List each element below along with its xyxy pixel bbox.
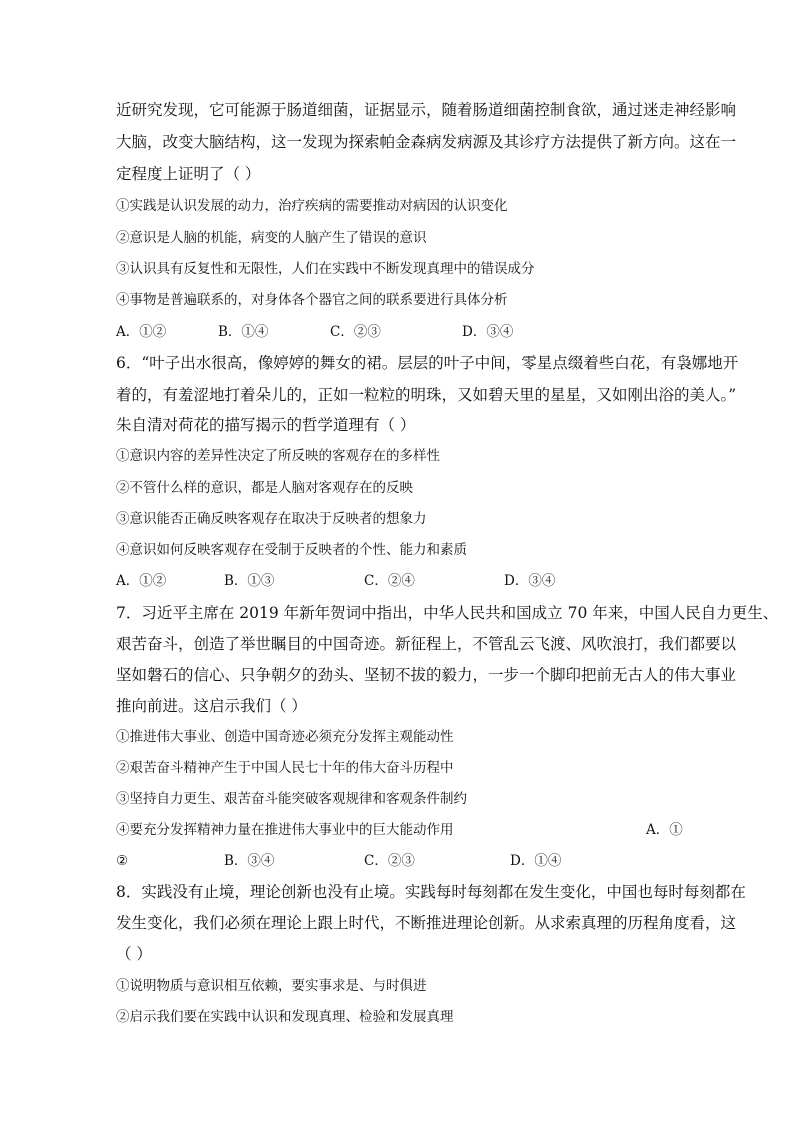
- q6-item-3: ③意识能否正确反映客观存在取决于反映者的想象力: [116, 511, 427, 527]
- q6-item-2: ②不管什么样的意识，都是人脑对客观存在的反映: [116, 480, 413, 496]
- q5-stem-line-1: 近研究发现，它可能源于肠道细菌，证据显示，随着肠道细菌控制食欲，通过迷走神经影响: [116, 101, 737, 119]
- q7-option-c[interactable]: C．②③: [364, 853, 415, 869]
- q7-option-b[interactable]: B．③④: [224, 853, 275, 869]
- q7-stem-line-2: 艰苦奋斗，创造了举世瞩目的中国奇迹。新征程上，不管乱云飞渡、风吹浪打，我们都要以: [116, 635, 737, 653]
- q5-item-2: ②意识是人脑的机能，病变的人脑产生了错误的意识: [116, 230, 427, 246]
- q5-stem-line-2: 大脑，改变大脑结构，这一发现为探索帕金森病发病源及其诊疗方法提供了新方向。这在一: [116, 133, 737, 151]
- q5-option-a[interactable]: A．①②: [116, 324, 167, 340]
- q6-option-d[interactable]: D．③④: [504, 573, 556, 589]
- q7-option-a-start[interactable]: A．①: [646, 822, 683, 838]
- q6-stem-line-1: 6．“叶子出水很高，像婷婷的舞女的裙。层层的叶子中间，零星点缀着些白花，有袅娜地开: [116, 354, 739, 372]
- q7-item-4: ④要充分发挥精神力量在推进伟大事业中的巨大能动作用: [116, 822, 454, 838]
- q5-item-4: ④事物是普遍联系的，对身体各个器官之间的联系要进行具体分析: [116, 292, 508, 308]
- q8-stem-line-3: （ ）: [116, 945, 152, 963]
- q7-stem-line-1: 7．习近平主席在 2019 年新年贺词中指出，中华人民共和国成立 70 年来，中国人民自力更生、: [116, 604, 779, 622]
- q7-option-a-end[interactable]: ②: [116, 853, 129, 869]
- q5-item-1: ①实践是认识发展的动力，治疗疾病的需要推动对病因的认识变化: [116, 198, 508, 214]
- q8-item-2: ②启示我们要在实践中认识和发现真理、检验和发展真理: [116, 1009, 454, 1025]
- q7-item-3: ③坚持自力更生、艰苦奋斗能突破客观规律和客观条件制约: [116, 791, 467, 807]
- q6-item-1: ①意识内容的差异性决定了所反映的客观存在的多样性: [116, 448, 440, 464]
- q8-stem-line-1: 8．实践没有止境，理论创新也没有止境。实践每时每刻都在发生变化，中国也每时每刻都在: [116, 883, 746, 901]
- q5-option-b[interactable]: B．①④: [218, 324, 269, 340]
- q7-stem-line-3: 坚如磐石的信心、只争朝夕的劲头、坚韧不拔的毅力，一步一个脚印把前无古人的伟大事业: [116, 666, 737, 684]
- q7-option-d[interactable]: D．①④: [510, 853, 562, 869]
- q7-item-1: ①推进伟大事业、创造中国奇迹必须充分发挥主观能动性: [116, 729, 454, 745]
- q6-option-c[interactable]: C．②④: [364, 573, 415, 589]
- q5-item-3: ③认识具有反复性和无限性，人们在实践中不断发现真理中的错误成分: [116, 261, 535, 277]
- q6-stem-line-3: 朱自清对荷花的描写揭示的哲学道理有（ ）: [116, 416, 416, 434]
- q5-stem-line-3: 定程度上证明了（ ）: [116, 165, 261, 183]
- q7-item-2: ②艰苦奋斗精神产生于中国人民七十年的伟大奋斗历程中: [116, 760, 454, 776]
- q8-item-1: ①说明物质与意识相互依赖，要实事求是、与时俱进: [116, 978, 427, 994]
- q5-option-c[interactable]: C．②③: [330, 324, 381, 340]
- q6-option-b[interactable]: B．①③: [224, 573, 275, 589]
- q8-stem-line-2: 发生变化，我们必须在理论上跟上时代，不断推进理论创新。从求索真理的历程角度看，这: [116, 914, 737, 932]
- q6-item-4: ④意识如何反映客观存在受制于反映者的个性、能力和素质: [116, 542, 467, 558]
- q5-option-d[interactable]: D．③④: [462, 324, 514, 340]
- q7-stem-line-4: 推向前进。这启示我们（ ）: [116, 697, 307, 715]
- q6-stem-line-2: 着的，有羞涩地打着朵儿的，正如一粒粒的明珠，又如碧天里的星星，又如刚出浴的美人。”: [116, 386, 737, 404]
- q6-option-a[interactable]: A．①②: [116, 573, 167, 589]
